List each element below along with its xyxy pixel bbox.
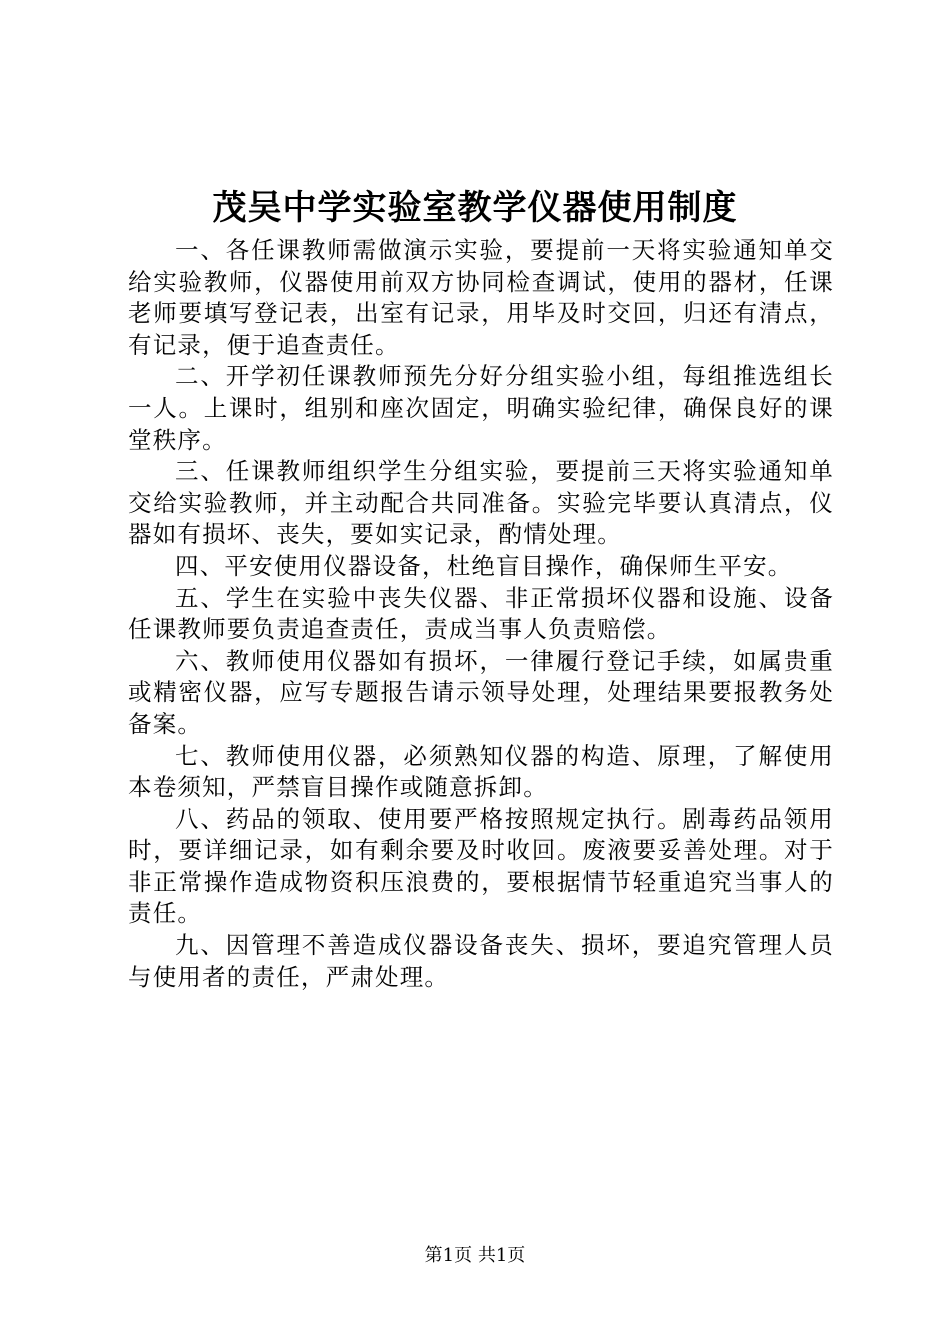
document-body — [128, 235, 834, 993]
page-footer: 第1页 共1页 — [424, 1245, 526, 1266]
paragraph-2: 二、开学初任课教师预先分好分组实验小组，每组推选组长一人。上课时，组别和座次固定，明确实验纪律，确保良好的课堂秩序。 — [128, 362, 834, 454]
paragraph-7: 七、教师使用仪器，必须熟知仪器的构造、原理，了解使用本卷须知，严禁盲目操作或随意拆卸。 — [128, 741, 834, 802]
paragraph-6: 六、教师使用仪器如有损坏，一律履行登记手续，如属贵重或精密仪器，应写专题报告请示领导处理，处理结果要报教务处备案。 — [128, 646, 834, 738]
paragraph-8: 八、药品的领取、使用要严格按照规定执行。剧毒药品领用时，要详细记录，如有剩余要及时收回。废液要妥善处理。对于非正常操作造成物资积压浪费的，要根据情节轻重追究当事人的责任。 — [128, 804, 834, 928]
paragraph-1: 一、各任课教师需做演示实验，要提前一天将实验通知单交给实验教师，仪器使用前双方协同检查调试，使用的器材，任课老师要填写登记表，出室有记录，用毕及时交回，归还有清点，有记录，便于追查责任。 — [128, 236, 834, 359]
document-title: 茂吴中学实验室教学仪器使用制度 — [212, 188, 738, 228]
paragraph-4: 四、平安使用仪器设备，杜绝盲目操作，确保师生平安。 — [175, 551, 793, 580]
paragraph-5: 五、学生在实验中丧失仪器、非正常损坏仪器和设施、设备任课教师要负责追查责任，责成当事人负责赔偿。 — [128, 583, 834, 644]
paragraph-3: 三、任课教师组织学生分组实验，要提前三天将实验通知单交给实验教师，并主动配合共同准备。实验完毕要认真清点，仪器如有损坏、丧失，要如实记录，酌情处理。 — [128, 457, 834, 549]
paragraph-9: 九、因管理不善造成仪器设备丧失、损坏，要追究管理人员与使用者的责任，严肃处理。 — [128, 931, 834, 991]
